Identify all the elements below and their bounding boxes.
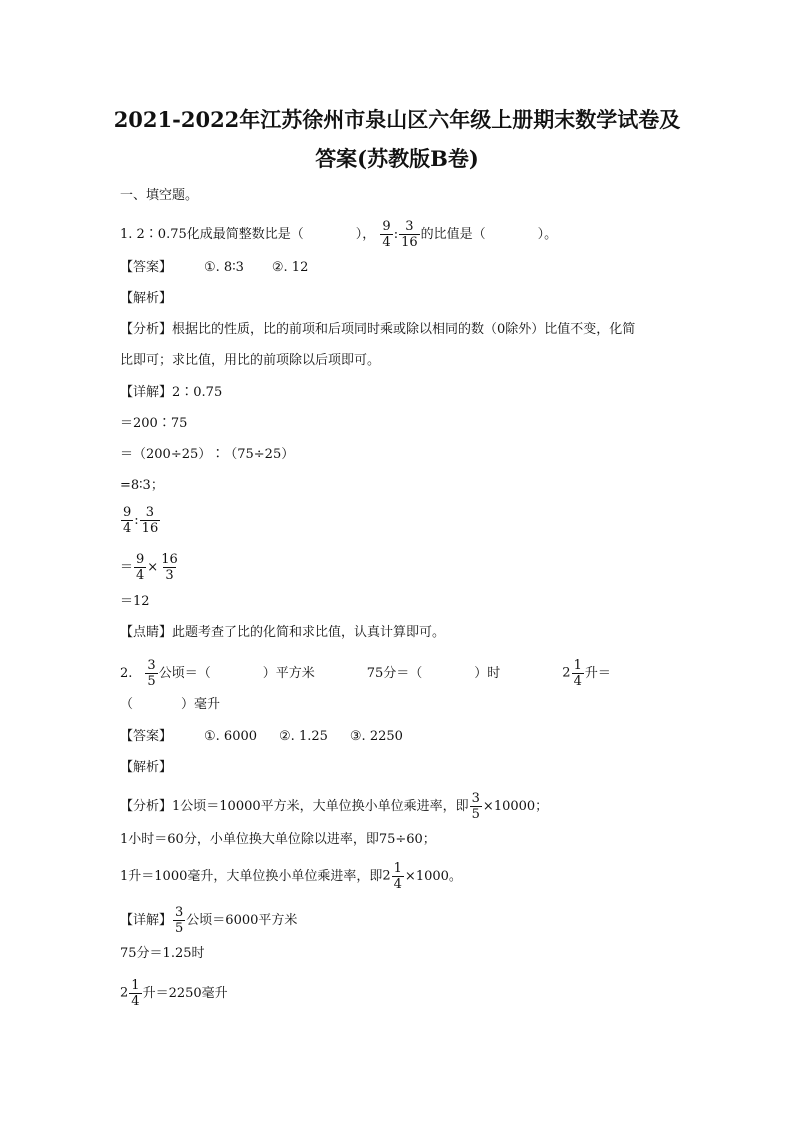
q2-detail-label: 【详解】 (120, 913, 173, 928)
q1-suffix: 的比值是（ (420, 227, 486, 242)
q2-detail-line-2: 75分＝1.25时 (120, 946, 205, 961)
q2-answer-1: ①. 6000 (204, 729, 258, 744)
q2-answer (120, 727, 403, 747)
q2-fenxi3-end: ×1000。 (404, 869, 462, 884)
q2-part-3: 升＝ (584, 666, 611, 681)
q1-step5-fraction-1: $\frac{9}{4}$ (136, 552, 145, 583)
q2-mixed-fraction: $\frac{1}{4}$ (573, 658, 582, 689)
q2-fenxi1-fraction: $\frac{3}{5}$ (471, 791, 480, 822)
q1-answer (120, 258, 308, 278)
q2-detail3-whole: 2 (120, 985, 129, 1001)
q2-detail-line-3 (120, 978, 228, 1009)
q1-step-5 (120, 552, 181, 583)
q1-detail-label: 【详解】2∶0.75 (120, 385, 223, 400)
q1-step-3: =8∶3； (120, 478, 164, 493)
q1-fenxi-line-2: 比即可；求比值，用比的前项除以后项即可。 (120, 353, 381, 368)
q1-step-2: ＝（200÷25）∶（75÷25） (120, 447, 295, 462)
q2-number: 2. (120, 666, 133, 681)
section-heading: 一、填空题。 (120, 188, 199, 203)
question-1 (120, 219, 557, 250)
q1-end: ）。 (537, 227, 558, 242)
q2-part-2: 75分＝（ (366, 666, 423, 681)
q2-fenxi3-whole: 2 (382, 868, 391, 884)
q1-step5-eq: ＝ (120, 560, 134, 575)
q2-line2-end: ）毫升 (181, 697, 221, 712)
q2-detail1-fraction: $\frac{3}{5}$ (175, 905, 184, 936)
q1-step-1: ＝200∶75 (120, 416, 188, 431)
q2-line2-start: （ (120, 697, 134, 712)
q2-fenxi-line-3 (120, 861, 462, 892)
q1-analysis-label: 【解析】 (120, 291, 173, 306)
q2-answer-2: ②. 1.25 (279, 729, 328, 744)
q2-detail1-text: 公顷＝6000平方米 (186, 913, 298, 928)
q1-prefix: 1. 2∶0.75化成最简整数比是（ (120, 227, 304, 242)
q2-mixed-whole: 2 (562, 665, 571, 681)
q1-fraction-2: $\frac{3}{16}$ (401, 219, 418, 250)
q1-answer-1: ①. 8∶3 (204, 260, 244, 275)
q1-step4-colon: : (134, 513, 139, 528)
q1-comment: 【点睛】此题考查了比的化简和求比值，认真计算即可。 (120, 625, 446, 640)
q2-fenxi3-text: 1升＝1000毫升，大单位换小单位乘进率，即 (120, 869, 383, 884)
q2-part-1-end: ）平方米 (262, 666, 315, 681)
title-line-2: 答案(苏教版B卷) (315, 146, 479, 171)
q2-part-2-end: ）时 (474, 666, 501, 681)
q2-fenxi1-text: 【分析】1公顷＝10000平方米，大单位换小单位乘进率，即 (120, 799, 469, 814)
q1-fenxi-line-1: 【分析】根据比的性质，比的前项和后项同时乘或除以相同的数（0除外）比值不变，化简 (120, 322, 636, 337)
title-line-1: 2021-2022年江苏徐州市泉山区六年级上册期末数学试卷及 (113, 107, 681, 132)
q1-answer-2: ②. 12 (271, 260, 309, 275)
q2-part-1: 公顷＝（ (158, 666, 211, 681)
q2-line-2 (120, 695, 220, 715)
q1-colon: : (393, 227, 399, 242)
q2-answer-3: ③. 2250 (349, 729, 403, 744)
question-2 (120, 658, 611, 689)
q1-step4-fraction-2: $\frac{3}{16}$ (141, 505, 159, 536)
q1-step4-fraction-1: $\frac{9}{4}$ (123, 505, 132, 536)
q1-step-6: ＝12 (120, 594, 150, 609)
q1-step-4 (120, 505, 161, 536)
answer-label: 【答案】 (120, 260, 173, 275)
answer-label: 【答案】 (120, 729, 173, 744)
q2-fenxi-line-2: 1小时＝60分，小单位换大单位除以进率，即75÷60； (120, 832, 436, 847)
q2-fraction: $\frac{3}{5}$ (147, 658, 156, 689)
q1-step5-fraction-2: $\frac{16}{3}$ (161, 552, 178, 583)
q1-mid: ）， (355, 227, 376, 242)
q2-detail-line-1 (120, 905, 297, 936)
q1-step5-times: × (147, 560, 159, 575)
q2-analysis-label: 【解析】 (120, 760, 173, 775)
q2-fenxi-line-1 (120, 791, 548, 822)
q2-detail3-fraction: $\frac{1}{4}$ (131, 978, 140, 1009)
q2-detail3-text: 升＝2250毫升 (142, 986, 228, 1001)
q2-fenxi3-fraction: $\frac{1}{4}$ (393, 861, 402, 892)
q1-fraction-1: $\frac{9}{4}$ (382, 219, 391, 250)
q2-fenxi1-end: ×10000； (482, 799, 549, 814)
